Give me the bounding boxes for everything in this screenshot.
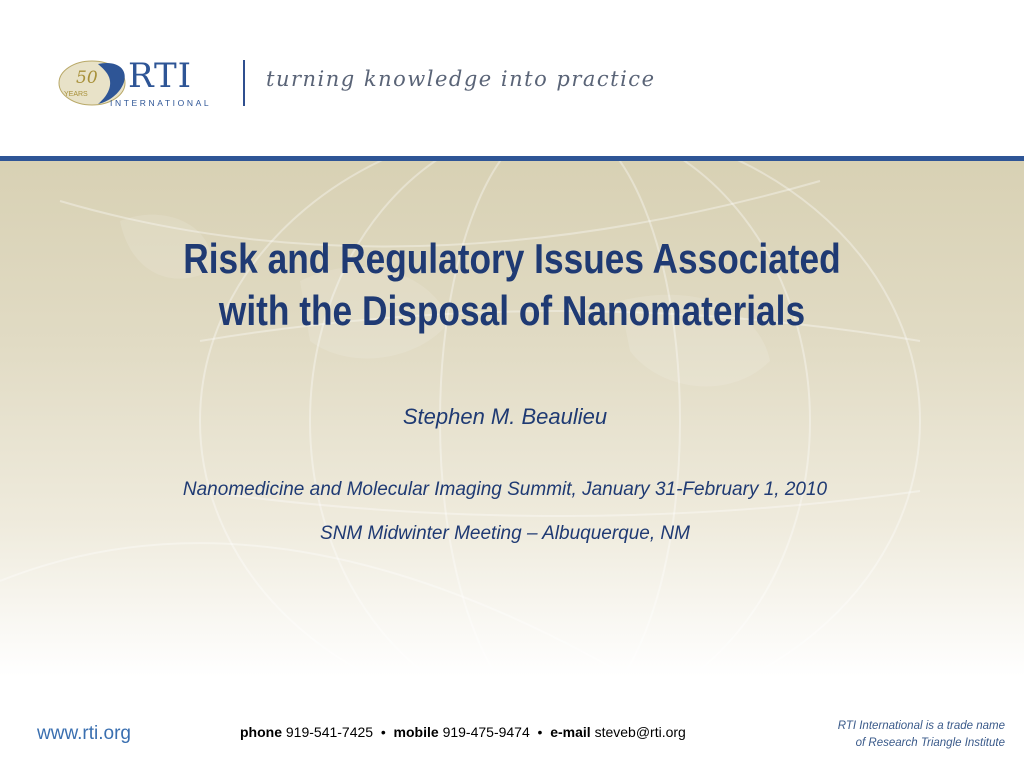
event-line-1: Nanomedicine and Molecular Imaging Summit, January 31-February 1, 2010 (182, 479, 828, 500)
logo-years-number: 50 (76, 68, 98, 88)
logo-years-label: YEARS (64, 91, 88, 98)
event-line-2: SNM Midwinter Meeting – Albuquerque, NM (320, 523, 690, 544)
trade-name-note (838, 718, 1005, 752)
email-address[interactable]: steveb@rti.org (594, 724, 686, 740)
trade-note-line-2: of Research Triangle Institute (855, 737, 1005, 749)
logo-divider (243, 60, 245, 106)
slide-title-line-1: Risk and Regulatory Issues Associated (183, 235, 841, 282)
author-name: Stephen M. Beaulieu (402, 404, 608, 429)
rti-logo (58, 56, 228, 110)
slide-title-line-2: with the Disposal of Nanomaterials (218, 287, 806, 334)
mobile-number: 919-475-9474 (442, 724, 530, 740)
logo-brand-sub: INTERNATIONAL (110, 98, 212, 108)
tagline: turning knowledge into practice (266, 67, 656, 91)
separator-1: • (380, 724, 386, 740)
logo-brand: RTI (128, 56, 193, 96)
slide-header (0, 0, 1024, 156)
website-link[interactable]: www.rti.org (37, 723, 131, 744)
separator-2: • (537, 724, 543, 740)
contact-info (240, 724, 686, 740)
phone-label: phone (240, 724, 282, 740)
email-label: e-mail (550, 724, 591, 740)
slide-title (82, 233, 942, 337)
trade-note-line-1: RTI International is a trade name (837, 720, 1005, 732)
mobile-label: mobile (393, 724, 439, 740)
phone-number: 919-541-7425 (285, 724, 374, 740)
